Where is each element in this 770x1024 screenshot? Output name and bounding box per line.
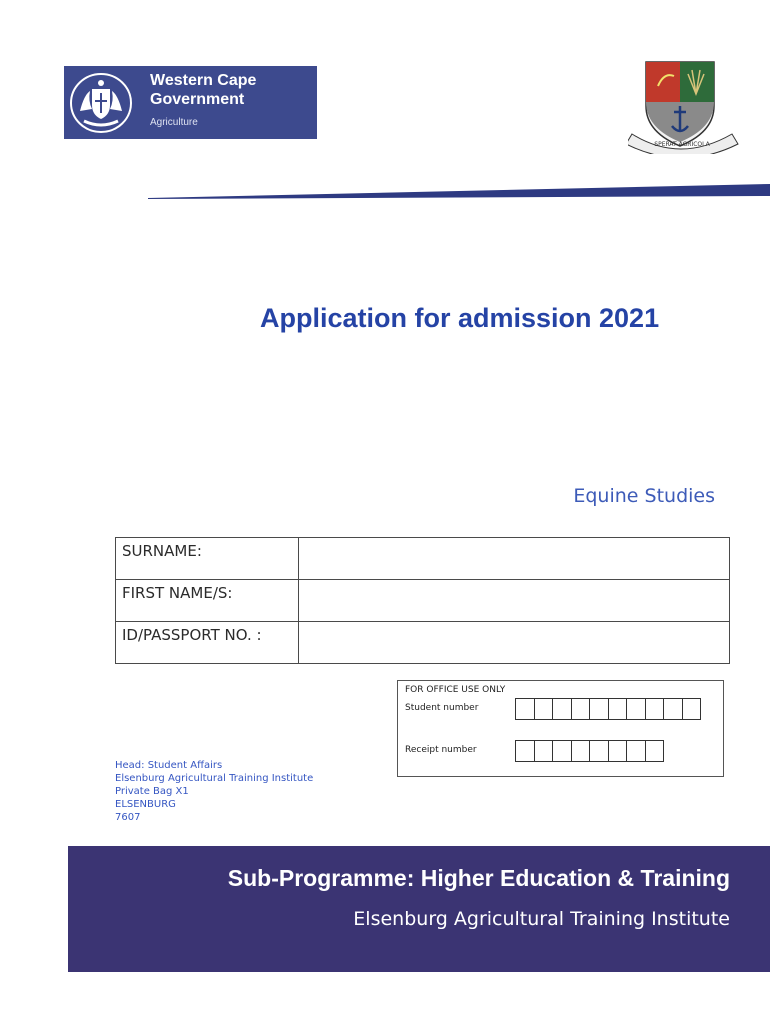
programme-name: Equine Studies bbox=[573, 485, 715, 507]
receipt-number-boxes[interactable] bbox=[516, 740, 664, 762]
digit-box[interactable] bbox=[645, 740, 665, 762]
digit-box[interactable] bbox=[645, 698, 665, 720]
institute-name: Elsenburg Agricultural Training Institute bbox=[353, 908, 730, 930]
digit-box[interactable] bbox=[571, 740, 591, 762]
coat-of-arms-icon bbox=[68, 71, 134, 135]
table-row bbox=[116, 538, 730, 580]
digit-box[interactable] bbox=[552, 740, 572, 762]
first-names-label: FIRST NAME/S: bbox=[116, 580, 299, 622]
address-line: ELSENBURG bbox=[115, 799, 176, 810]
postal-address bbox=[115, 759, 313, 820]
digit-box[interactable] bbox=[608, 740, 628, 762]
digit-box[interactable] bbox=[663, 698, 683, 720]
footer-banner bbox=[68, 846, 770, 972]
digit-box[interactable] bbox=[626, 740, 646, 762]
address-line: Private Bag X1 bbox=[115, 786, 189, 797]
wcg-logo bbox=[64, 66, 317, 139]
table-row bbox=[116, 580, 730, 622]
digit-box[interactable] bbox=[626, 698, 646, 720]
wcg-name: Western Cape Government bbox=[150, 72, 257, 108]
digit-box[interactable] bbox=[608, 698, 628, 720]
digit-box[interactable] bbox=[534, 740, 554, 762]
digit-box[interactable] bbox=[589, 740, 609, 762]
elsenburg-shield-icon bbox=[628, 56, 760, 154]
address-line: 7607 bbox=[115, 812, 141, 820]
digit-box[interactable] bbox=[552, 698, 572, 720]
receipt-number-label: Receipt number bbox=[405, 745, 477, 755]
surname-field[interactable] bbox=[299, 538, 730, 580]
id-passport-label: ID/PASSPORT NO. : bbox=[116, 622, 299, 664]
digit-box[interactable] bbox=[515, 698, 535, 720]
student-number-boxes[interactable] bbox=[516, 698, 701, 720]
digit-box[interactable] bbox=[534, 698, 554, 720]
digit-box[interactable] bbox=[682, 698, 702, 720]
office-use-title: FOR OFFICE USE ONLY bbox=[405, 685, 506, 695]
digit-box[interactable] bbox=[571, 698, 591, 720]
digit-box[interactable] bbox=[589, 698, 609, 720]
shield-motto: SPERAT AGRICOLA bbox=[654, 141, 710, 148]
wcg-department: Agriculture bbox=[150, 117, 198, 128]
address-line: Elsenburg Agricultural Training Institute bbox=[115, 773, 314, 784]
table-row bbox=[116, 622, 730, 664]
first-names-field[interactable] bbox=[299, 580, 730, 622]
sub-programme-title: Sub-Programme: Higher Education & Training bbox=[227, 865, 730, 891]
address-line: Head: Student Affairs bbox=[115, 760, 223, 771]
surname-label: SURNAME: bbox=[116, 538, 299, 580]
applicant-details-table bbox=[115, 537, 730, 664]
office-use-box bbox=[397, 680, 724, 777]
header-divider bbox=[148, 181, 770, 201]
page-title: Application for admission 2021 bbox=[260, 303, 660, 333]
student-number-label: Student number bbox=[405, 703, 479, 713]
digit-box[interactable] bbox=[515, 740, 535, 762]
id-passport-field[interactable] bbox=[299, 622, 730, 664]
